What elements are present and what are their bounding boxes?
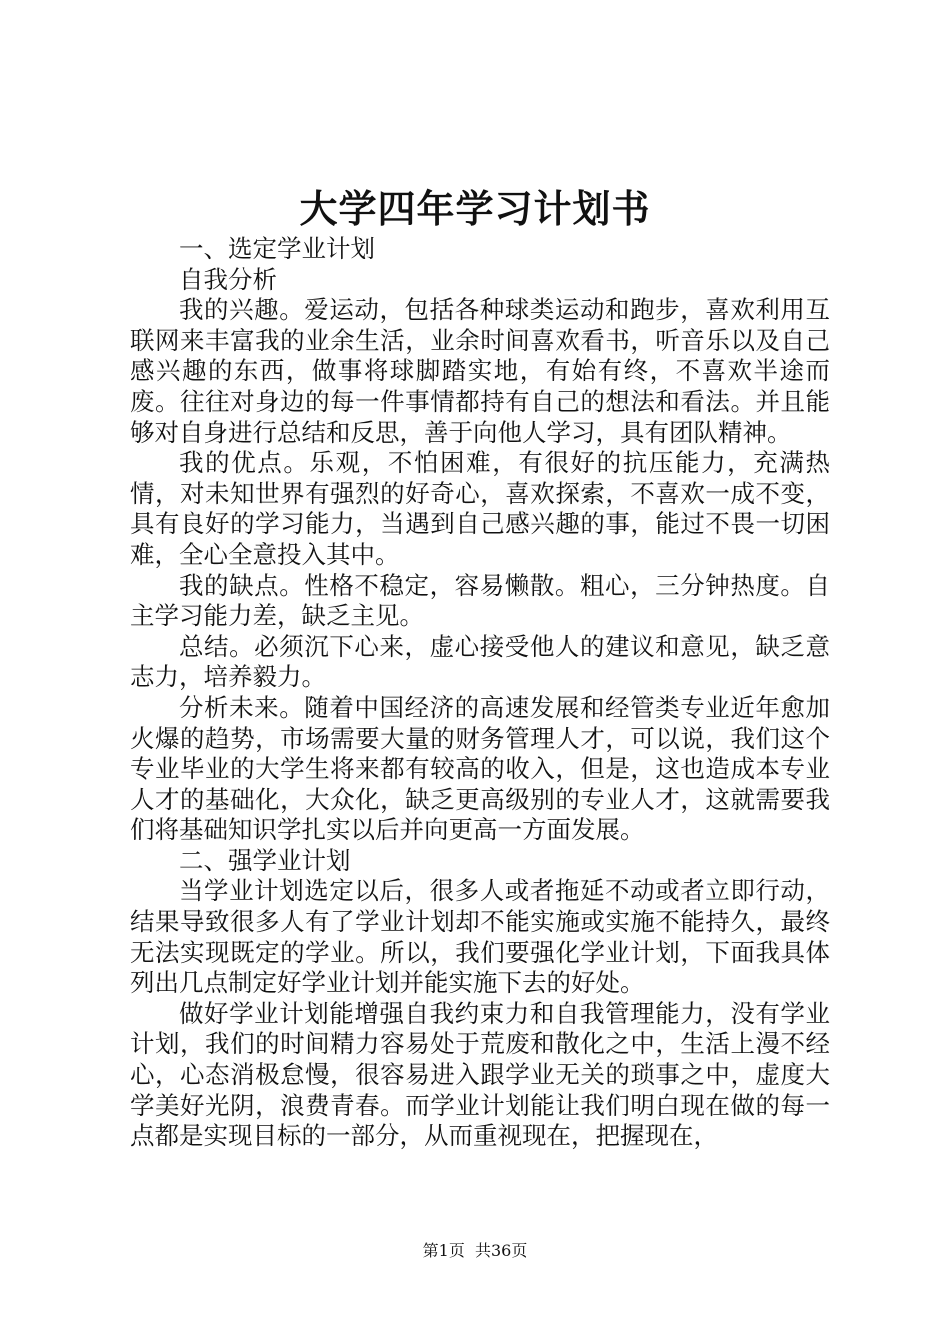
paragraph: 当学业计划选定以后，很多人或者拖延不动或者立即行动，结果导致很多人有了学业计划却不能实施或实施不能持久，最终无法实现既定的学业。所以，我们要强化学业计划，下面我具体列出几点制定好学业计划并能实施下去的好处。 (130, 876, 830, 998)
section-heading: 二、强学业计划 (179, 845, 351, 875)
paragraph: 分析未来。随着中国经济的高速发展和经管类专业近年愈加火爆的趋势，市场需要大量的财务管理人才，可以说，我们这个专业毕业的大学生将来都有较高的收入，但是，这也造成本专业人才的基础化，大众化，缺乏更高级别的专业人才，这就需要我们将基础知识学扎实以后并向更高一方面发展。 (130, 692, 830, 845)
sub-heading: 自我分析 (179, 264, 277, 294)
document-title: 大学四年学习计划书 (299, 186, 651, 231)
paragraph: 做好学业计划能增强自我约束力和自我管理能力，没有学业计划，我们的时间精力容易处于荒废和散化之中，生活上漫不经心，心态消极怠慢，很容易进入跟学业无关的琐事之中，虚度大学美好光阴，浪费青春。而学业计划能让我们明白现在做的每一点都是实现目标的一部分，从而重视现在，把握现在， (130, 998, 830, 1151)
page-footer (0, 1240, 950, 1262)
page-number: 第1页 共36页 (422, 1241, 528, 1260)
paragraph: 总结。必须沉下心来，虚心接受他人的建议和意见，缺乏意志力，培养毅力。 (130, 631, 830, 692)
document-body (130, 234, 830, 1152)
paragraph: 我的兴趣。爱运动，包括各种球类运动和跑步，喜欢利用互联网来丰富我的业余生活，业余时间喜欢看书，听音乐以及自己感兴趣的东西，做事将球脚踏实地，有始有终，不喜欢半途而废。往往对身边的每一件事情都持有自己的想法和看法。并且能够对自身进行总结和反思，善于向他人学习，具有团队精神。 (130, 295, 830, 447)
paragraph: 我的缺点。性格不稳定，容易懒散。粗心，三分钟热度。自主学习能力差，缺乏主见。 (130, 570, 830, 631)
paragraph: 我的优点。乐观，不怕困难，有很好的抗压能力，充满热情，对未知世界有强烈的好奇心，喜欢探索，不喜欢一成不变，具有良好的学习能力，当遇到自己感兴趣的事，能过不畏一切困难，全心全意投入其中。 (130, 448, 830, 569)
section-heading: 一、选定学业计划 (179, 234, 375, 263)
